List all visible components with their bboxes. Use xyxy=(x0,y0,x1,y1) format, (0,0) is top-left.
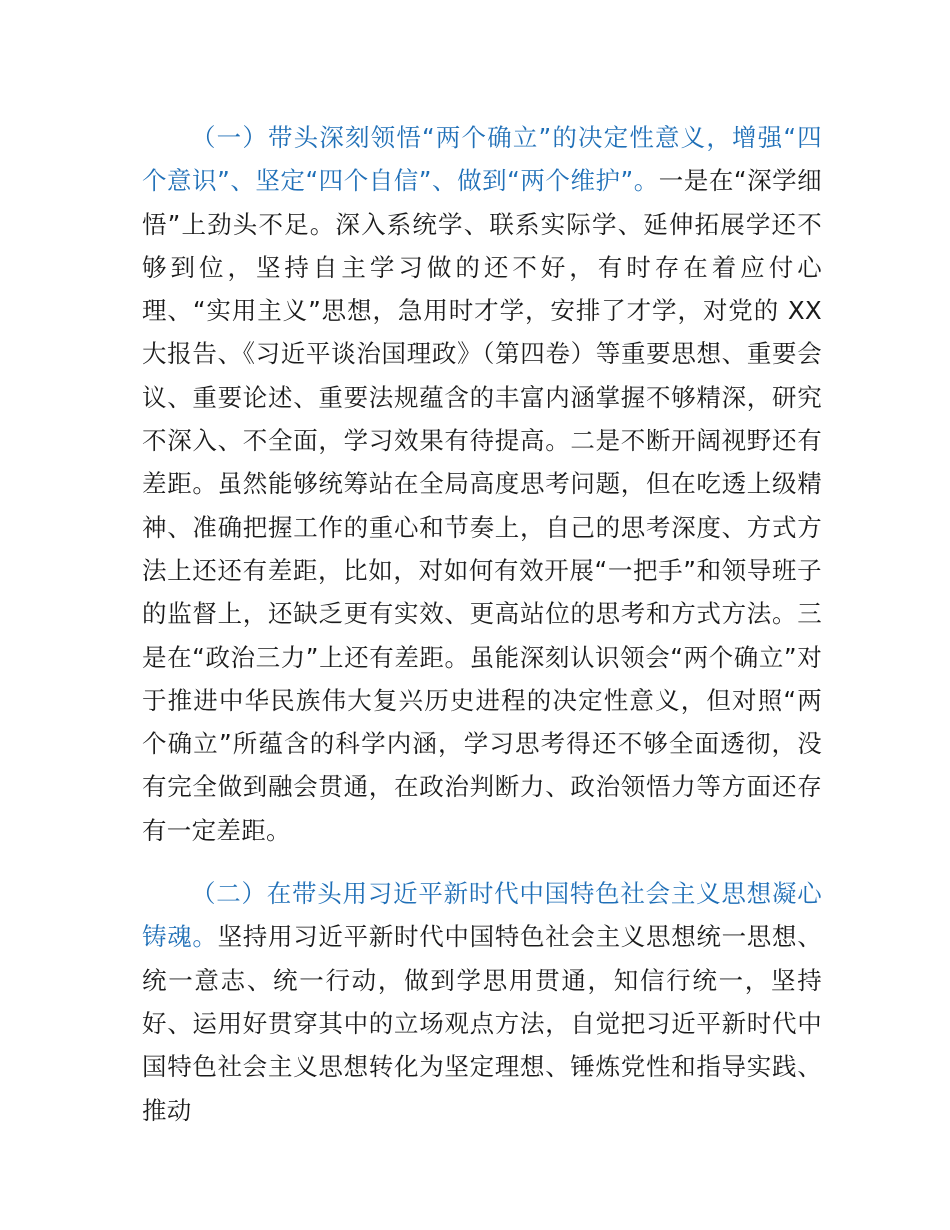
section-1-body: 一是在“深学细悟”上劲头不足。深入系统学、联系实际学、延伸拓展学还不够到位，坚持自主学习做的还不好，有时存在着应付心理、“实用主义”思想，急用时才学，安排了才学，对党的 XX 大报告、《习近平谈治国理政》（第四卷）等重要思想、重要会议、重要论述、重要法规蕴含的丰富内涵掌握不够精深，研究不深入、不全面，学习效果有待提高。二是不断开阔视野还有差距。虽然能够统筹站在全局高度思考问题，但在吃透上级精神、准确把握工作的重心和节奏上，自己的思考深度、方式方法上还还有差距，比如，对如何有效开展“一把手”和领导班子的监督上，还缺乏更有实效、更高站位的思考和方式方法。三是在“政治三力”上还有差距。虽能深刻认识领会“两个确立”对于推进中华民族伟大复兴历史进程的决定性意义，但对照“两个确立”所蕴含的科学内涵，学习思考得还不够全面透彻，没有完全做到融会贯通，在政治判断力、政治领悟力等方面还存有一定差距。 xyxy=(142,166,822,845)
section-2-body: 坚持用习近平新时代中国特色社会主义思想统一思想、统一意志、统一行动，做到学思用贯通，知信行统一，坚持好、运用好贯穿其中的立场观点方法，自觉把习近平新时代中国特色社会主义思想转化为坚定理想、锤炼党性和指导实践、推动 xyxy=(142,922,822,1125)
section-1-heading: （一）带头深刻领悟“两个确立”的决定性意义，增强“四个意识”、坚定“四个自信”、做到“两个维护”。 xyxy=(142,123,822,196)
document-page xyxy=(142,116,822,1132)
section-1-paragraph xyxy=(142,116,822,852)
section-2-heading: （二）在带头用习近平新时代中国特色社会主义思想凝心铸魂。 xyxy=(142,879,822,952)
section-2-paragraph xyxy=(142,872,822,1132)
